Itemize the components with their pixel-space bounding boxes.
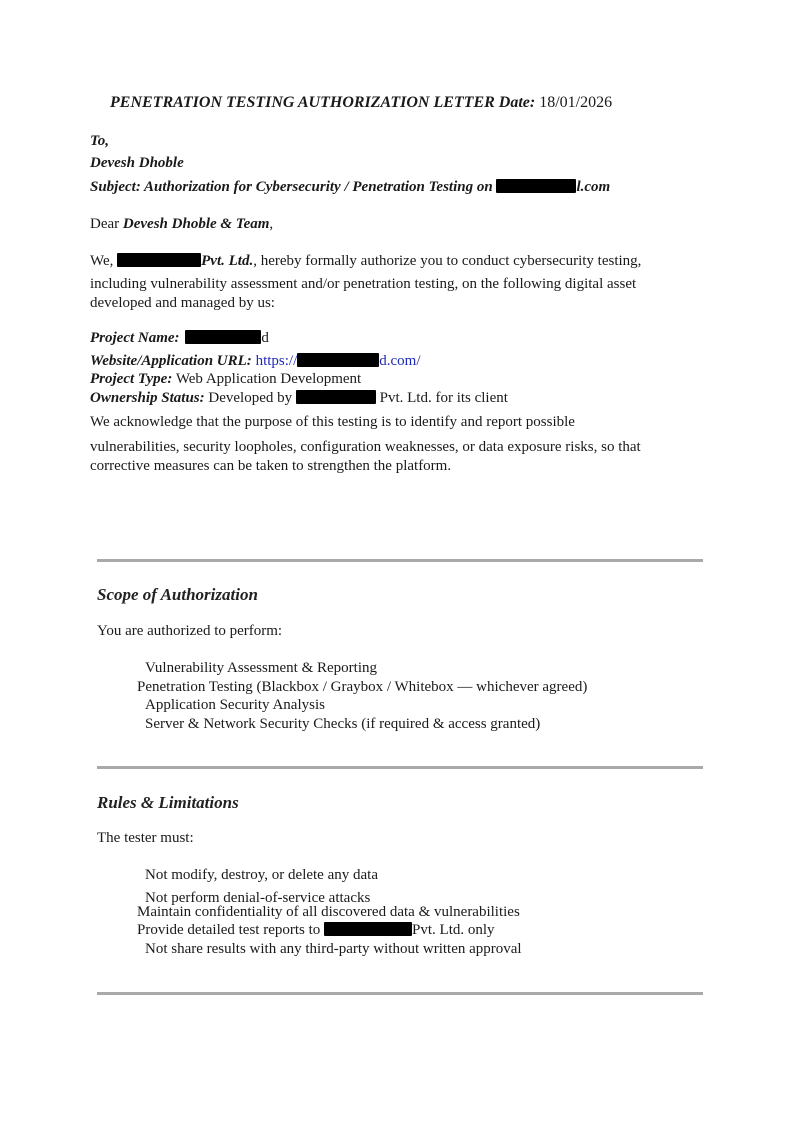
ownership-prefix: Developed by [208, 390, 293, 406]
report-suffix: Pvt. Ltd. only [412, 922, 495, 938]
rules-item-reports [137, 922, 495, 939]
url-prefix: https:// [255, 353, 298, 369]
ownership-suffix: Pvt. Ltd. for its client [379, 390, 508, 406]
greeting-suffix: , [269, 216, 274, 232]
redaction-block [117, 253, 201, 267]
recipient-name: Devesh Dhoble [90, 155, 184, 171]
letter-title-line [110, 94, 612, 112]
scope-item: Penetration Testing (Blackbox / Graybox / Whitebox — whichever agreed) [137, 679, 588, 695]
scope-item: Server & Network Security Checks (if required & access granted) [145, 716, 541, 732]
section-divider [97, 559, 703, 562]
project-type-label: Project Type: [90, 371, 173, 387]
redaction-block [324, 922, 412, 936]
project-name-label: Project Name: [90, 330, 180, 346]
scope-heading: Scope of Authorization [97, 585, 258, 604]
auth-line-3: developed and managed by us: [90, 295, 275, 311]
greeting-name: Devesh Dhoble & Team [122, 216, 270, 232]
greeting [90, 216, 273, 233]
letter-title: PENETRATION TESTING AUTHORIZATION LETTER [110, 94, 495, 111]
date-label: Date: [498, 94, 536, 111]
to-label: To, [90, 133, 110, 149]
rules-item: Maintain confidentiality of all discovered data & vulnerabilities [137, 904, 520, 920]
project-name-tail: d [261, 330, 269, 346]
rules-item: Not share results with any third-party without written approval [145, 941, 522, 957]
greeting-prefix: Dear [90, 216, 123, 232]
subject-line [90, 179, 610, 196]
rules-item-text: Provide detailed test reports to [137, 922, 321, 938]
auth-line-2: including vulnerability assessment and/or penetration testing, on the following digital asset [90, 276, 637, 292]
subject-text: Subject: Authorization for Cybersecurity / Penetration Testing on [90, 179, 497, 195]
redaction-block [297, 353, 379, 367]
website-url-link[interactable] [256, 353, 421, 369]
redaction-block [185, 330, 261, 344]
scope-item: Vulnerability Assessment & Reporting [145, 660, 377, 676]
rules-item: Not perform denial-of-service attacks [145, 890, 371, 906]
ownership-row [90, 390, 508, 407]
ack-line-2: vulnerabilities, security loopholes, configuration weaknesses, or data exposure risks, so that [90, 439, 641, 455]
we-prefix: We, [90, 253, 118, 269]
rules-item: Not modify, destroy, or delete any data [145, 867, 378, 883]
section-divider [97, 992, 703, 995]
date-value: 18/01/2026 [539, 94, 613, 111]
redaction-block [296, 390, 376, 404]
ownership-label: Ownership Status: [90, 390, 205, 406]
subject-domain-suffix: l.com [576, 179, 611, 195]
section-divider [97, 766, 703, 769]
project-name-row [90, 330, 269, 347]
scope-item: Application Security Analysis [145, 697, 325, 713]
rules-heading: Rules & Limitations [97, 793, 239, 812]
url-row [90, 353, 421, 370]
rules-intro: The tester must: [97, 830, 194, 846]
scope-intro: You are authorized to perform: [97, 623, 283, 639]
project-type-row [90, 371, 361, 388]
project-type-value: Web Application Development [175, 371, 362, 387]
ack-line-3: corrective measures can be taken to strengthen the platform. [90, 458, 452, 474]
url-label: Website/Application URL: [90, 353, 252, 369]
redaction-block [496, 179, 576, 193]
ack-line-1: We acknowledge that the purpose of this testing is to identify and report possible [90, 414, 575, 430]
auth-line-1-rest: , hereby formally authorize you to conduct cybersecurity testing, [253, 253, 642, 269]
url-suffix: d.com/ [379, 353, 421, 369]
company-suffix: Pvt. Ltd. [201, 253, 254, 269]
auth-line-1 [90, 253, 641, 270]
